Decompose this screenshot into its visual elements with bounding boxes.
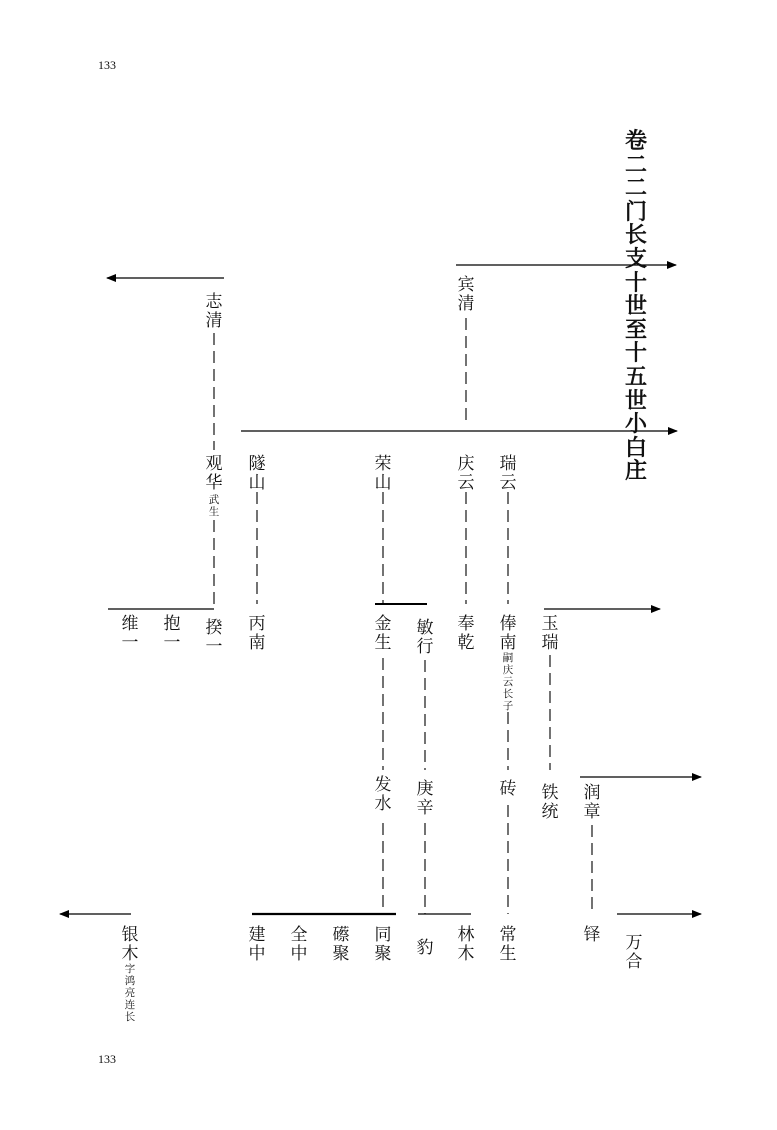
person-linmu: 林木 (457, 925, 475, 964)
person-kuiyi: 揆一 (205, 618, 223, 657)
person-quanzhong: 全中 (290, 925, 308, 964)
person-yinmu-note: 字鸿亮连长 (124, 963, 136, 1023)
person-guanhua: 观华 (205, 454, 223, 493)
person-tietong: 铁统 (541, 783, 559, 822)
person-jianzhong: 建中 (248, 925, 266, 964)
person-jinsheng: 金生 (374, 614, 392, 653)
person-fengnan: 俸南 (499, 614, 517, 653)
person-wanhe: 万合 (625, 933, 643, 972)
person-fengnan-note: 嗣庆云长子 (502, 652, 514, 712)
person-yi: 铎 (583, 925, 601, 945)
person-suishan: 隧山 (248, 454, 266, 493)
person-weiyi: 维一 (121, 614, 139, 653)
person-tongju: 同聚 (374, 925, 392, 964)
person-gengxin: 庚辛 (416, 779, 434, 818)
person-bao: 豹 (416, 938, 434, 958)
person-runzhang: 润章 (583, 783, 601, 822)
person-yurui: 玉瑞 (541, 614, 559, 653)
page-title: 卷二 二门 长支 十世至十五世 小白庄 (624, 129, 647, 485)
person-changsheng: 常生 (499, 925, 517, 964)
person-minxing: 敏行 (416, 618, 434, 657)
person-bingnan: 丙南 (248, 614, 266, 653)
person-rongshan: 荣山 (374, 454, 392, 493)
person-baoyi: 抱一 (163, 614, 181, 653)
person-zhuan: 砖 (499, 779, 517, 799)
person-yinmu: 银木 (121, 925, 139, 964)
person-caiju: 礤聚 (332, 925, 350, 964)
person-ruiyun: 瑞云 (499, 454, 517, 493)
person-guanhua-note: 武生 (208, 494, 220, 518)
person-fengqian: 奉乾 (457, 614, 475, 653)
person-binqing: 宾清 (457, 275, 475, 314)
person-qingyun: 庆云 (457, 454, 475, 493)
page-number-top: 133 (98, 58, 116, 72)
person-fashui: 发水 (374, 775, 392, 814)
page-number-bottom: 133 (98, 1052, 116, 1066)
person-zhiqing: 志清 (205, 292, 223, 331)
